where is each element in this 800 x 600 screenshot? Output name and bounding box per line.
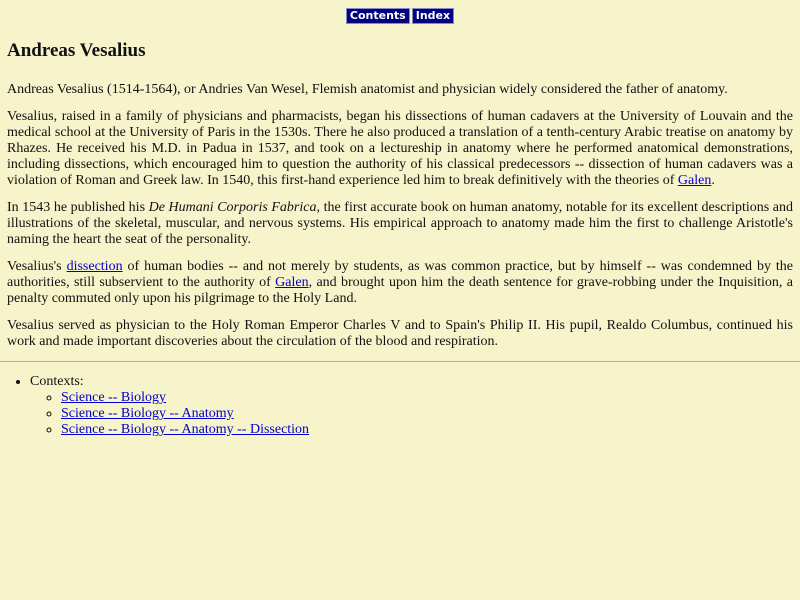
contents-button[interactable]: Contents [346, 8, 410, 24]
text: of human bodies -- and not merely by students, as was common practice, but by himself -- was condemned by the authorities, still subservient to the authority of [7, 259, 794, 290]
context-link-dissection[interactable]: Science -- Biology -- Anatomy -- Dissection [61, 422, 310, 437]
page-title: Andreas Vesalius [7, 40, 146, 61]
book-title: De Humani Corporis Fabrica [148, 200, 317, 215]
galen-link[interactable]: Galen [677, 173, 712, 188]
top-nav [0, 0, 800, 24]
contexts-item [30, 374, 800, 438]
list-item [61, 422, 800, 438]
paragraph-2 [7, 109, 793, 189]
paragraph-5: Vesalius served as physician to the Holy Roman Emperor Charles V and to Spain's Philip II. His pupil, Realdo Columbus, continued his work and made important discoveries about the circulation of the blood and respiration. [7, 318, 793, 349]
text: Vesalius's [7, 259, 67, 274]
divider [0, 361, 800, 362]
context-link-anatomy[interactable]: Science -- Biology -- Anatomy [61, 406, 234, 421]
article [0, 40, 800, 350]
paragraph-3 [7, 200, 793, 248]
text: . [711, 173, 715, 188]
text: Vesalius, raised in a family of physicians and pharmacists, began his dissections of human cadavers at the University of Louvain and the medical school at the University of Paris in the 1530s. There he also produced a translation of a tenth-century Arabic treatise on anatomy by Rhazes. He received his M.D. in Padua in 1537, and took on a lectureship in anatomy where he performed anatomical demonstrations, including dissections, which encouraged him to question the authority of his classical predecessors -- dissection of human cadavers was a violation of Roman and Greek law. In 1540, this first-hand experience led him to break definitively with the theories of [7, 109, 793, 188]
galen-link[interactable]: Galen [275, 275, 309, 290]
intro-paragraph: Andreas Vesalius (1514-1564), or Andries Van Wesel, Flemish anatomist and physician widely considered the father of anatomy. [7, 82, 728, 97]
index-button[interactable]: Index [412, 8, 454, 24]
text: In 1543 he published his [7, 200, 149, 215]
text: , and brought upon him the death sentence for grave-robbing under the Inquisition, a penalty commuted only upon his pilgrimage to the Holy Land. [7, 275, 793, 306]
contexts-list [0, 374, 800, 438]
context-link-biology[interactable]: Science -- Biology [61, 390, 166, 405]
text: , the first accurate book on human anatomy, notable for its excellent descriptions and illustrations of the skeletal, muscular, and nervous systems. His empirical approach to anatomy made him the first to challenge Aristotle's naming the heart the seat of the personality. [7, 200, 793, 247]
dissection-link[interactable]: dissection [66, 259, 123, 274]
list-item [61, 390, 800, 406]
paragraph-4 [7, 259, 793, 307]
list-item [61, 406, 800, 422]
contexts-label: Contexts: [30, 374, 84, 389]
